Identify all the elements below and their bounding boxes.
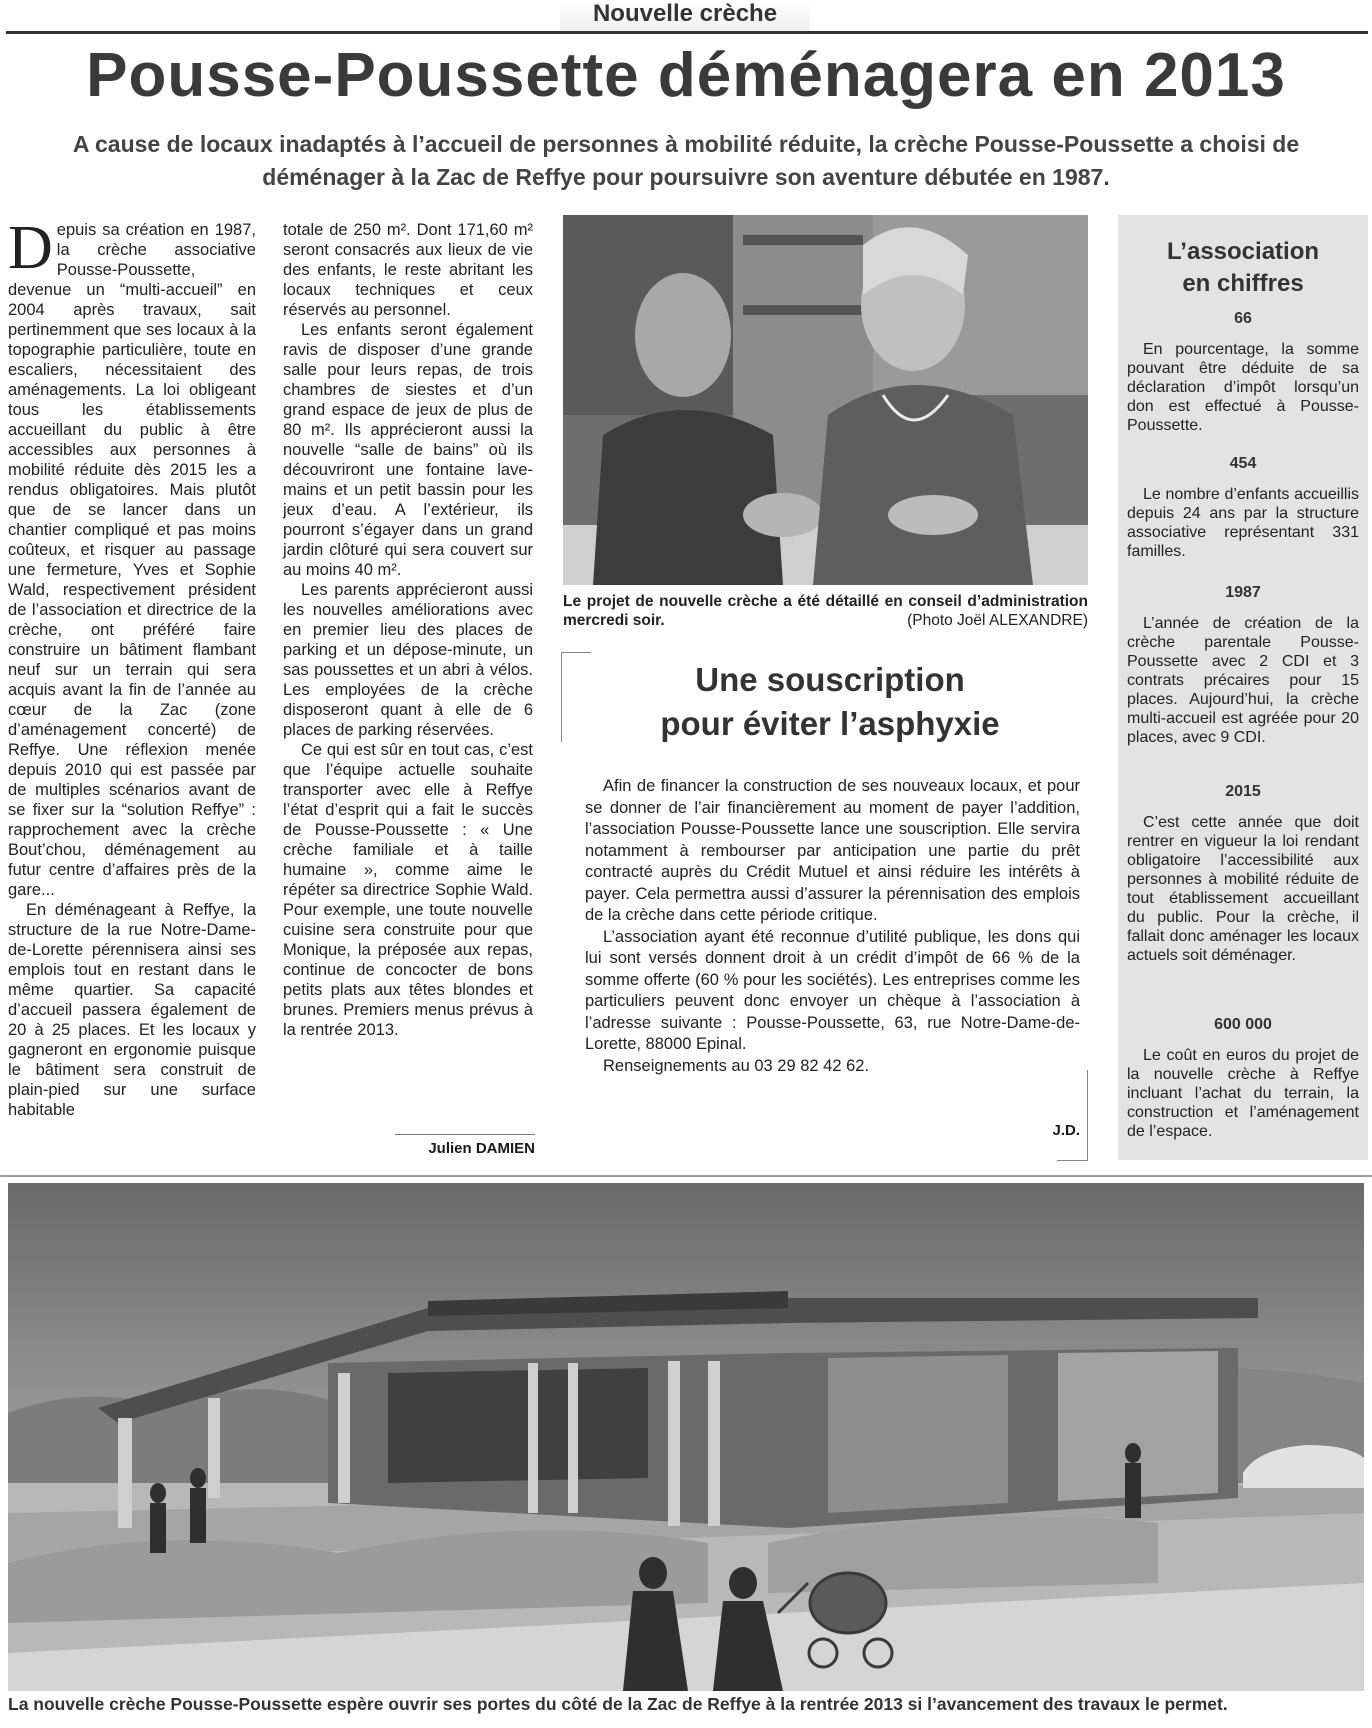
sidebar-item-text: L’année de création de la crèche parentale Pousse-Poussette avec 2 CDI et 3 contrats précaires pour 15 places. Aujourd’hui, la crèche multi-accueil est agréée pour 20 places, avec 9 CDI.: [1127, 615, 1359, 746]
article-column-2: [283, 220, 533, 1040]
sidebar-item: [1127, 1016, 1359, 1141]
box-rule: [561, 652, 591, 653]
byline-rule: [395, 1134, 535, 1135]
box-rule: [1057, 1160, 1088, 1161]
sidebar-item: [1127, 584, 1359, 747]
box-rule: [1087, 1070, 1088, 1160]
photo-caption-text: Le projet de nouvelle crèche a été détaillé en conseil d’administration mercredi soir.: [563, 593, 1088, 629]
article-photo: [563, 215, 1088, 585]
sidebar-title: [1118, 236, 1368, 300]
sidebar-item-number: 454: [1229, 455, 1257, 472]
article-byline: Julien DAMIEN: [428, 1140, 535, 1157]
photo-image: [563, 215, 1088, 585]
render-image: [8, 1183, 1364, 1691]
sidebar-item-text: Le nombre d’enfants accueillis depuis 24 ans par la structure associative représentant 331 familles.: [1127, 486, 1359, 560]
sidebar-item-number: 1987: [1225, 584, 1261, 601]
drop-cap: D: [8, 214, 53, 282]
subscription-byline: J.D.: [1052, 1122, 1080, 1139]
architectural-render: [8, 1183, 1364, 1691]
subscription-heading-line-1: Une souscription: [695, 661, 965, 698]
sidebar-item: [1127, 783, 1359, 965]
article-text: epuis sa création en 1987, la crèche associative Pousse-Poussette, devenue un “multi-accueil” en 2004 après travaux, sait pertinemment que ses locaux à la topographie particulière, toute en escaliers, nécessitaient des aménagements. La loi obligeant tous les établissements accueillant du public à être accessibles aux personnes à mobilité réduite dès 2015 les a rendus obligatoires. Mais plutôt que de se lancer dans un chantier compliqué et pas moins coûteux, et risquer au passage une fermeture, Yves et Sophie Wald, respectivement président de l’association et directrice de la crèche, ont préféré faire construire un bâtiment flambant neuf sur un terrain qui sera acquis avant la fin de l’année au cœur de la Zac (zone d’aménagement concerté) de Reffye. Une réflexion menée depuis 2010 qui est passée par de multiples scénarios avant de se fixer sur la “solution Reffye” : rapprochement avec la crèche Bout’chou, déménagement au futur centre d’affaires près de la gare...: [8, 221, 256, 899]
article-paragraph: [8, 214, 256, 900]
article-paragraph: En déménageant à Reffye, la structure de la rue Notre-Dame-de-Lorette pérennisera ainsi ses emplois tout en restant dans le même quartier. Sa capacité d’accueil passera également de 20 à 25 places. Et les locaux y gagneront en ergonomie puisque le bâtiment sera construit de plain-pied sur une surface habitable: [8, 901, 256, 1119]
subscription-paragraph: L’association ayant été reconnue d’utilité publique, les dons qui lui sont versés donnent droit à un crédit d’impôt de 66 % de la somme offerte (60 % pour les sociétés). Les entreprises comme les particuliers peuvent donc envoyer un chèque à l’association à l’adresse suivante : Pousse-Poussette, 63, rue Notre-Dame-de-Lorette, 88000 Epinal.: [585, 927, 1080, 1053]
article-paragraph: Les parents apprécieront aussi les nouvelles améliorations avec en premier lieu des places de parking et un dépose-minute, un sas poussettes et un abri à vélos. Les employées de la crèche disposeront quant à elle de 6 places de parking réservées.: [283, 581, 533, 739]
photo-credit: (Photo Joël ALEXANDRE): [907, 612, 1088, 629]
subscription-heading: [580, 658, 1080, 746]
standfirst: A cause de locaux inadaptés à l’accueil de personnes à mobilité réduite, la crèche Pousse-Poussette a choisi de déménager à la Zac de Reffye pour poursuivre son aventure débutée en 1987.: [72, 131, 1300, 190]
sidebar-item: [1127, 310, 1359, 435]
article-paragraph: totale de 250 m². Dont 171,60 m² seront consacrés aux lieux de vie des enfants, le reste abritant les locaux techniques et ceux réservés au personnel.: [283, 221, 533, 319]
subscription-body: [585, 776, 1080, 1077]
kicker: Nouvelle crèche: [560, 0, 810, 34]
box-rule: [561, 652, 562, 742]
sidebar-item-number: 66: [1234, 310, 1252, 327]
sidebar-title-line-2: en chiffres: [1182, 270, 1304, 297]
sidebar-item-number: 600 000: [1214, 1016, 1272, 1033]
kicker-rule: [6, 31, 1368, 34]
article-paragraph: Les enfants seront également ravis de disposer d’une grande salle pour leurs repas, de trois chambres de siestes et d’un grand espace de jeux de plus de 80 m². Ils apprécieront aussi la nouvelle “salle de bains” où ils découvriront une fontaine lave-mains et un petit bassin pour les jeux d’eau. A l’extérieur, ils pourront s’égayer dans un grand jardin clôturé qui sera couvert sur au moins 40 m².: [283, 321, 533, 579]
sidebar-item-number: 2015: [1225, 783, 1261, 800]
subscription-heading-line-2: pour éviter l’asphyxie: [660, 705, 1000, 742]
sidebar-item-text: En pourcentage, la somme pouvant être déduite de sa déclaration d’impôt lorsqu’un don est effectué à Pousse-Poussette.: [1127, 341, 1359, 434]
sidebar-item-text: Le coût en euros du projet de la nouvelle crèche à Reffye incluant l’achat du terrain, la construction et l’aménagement de l’espace.: [1127, 1047, 1359, 1140]
article-column-1: [8, 214, 256, 1120]
photo-caption: [563, 592, 1088, 630]
headline: Pousse-Poussette déménagera en 2013: [86, 41, 1286, 110]
sidebar-title-line-1: L’association: [1166, 238, 1320, 265]
render-caption: La nouvelle crèche Pousse-Poussette espère ouvrir ses portes du côté de la Zac de Reffye à la rentrée 2013 si l’avancement des travaux le permet.: [8, 1694, 1228, 1714]
sidebar-item: [1127, 455, 1359, 561]
subscription-paragraph: Afin de financer la construction de ses nouveaux locaux, et pour se donner de l’air financièrement au moment de payer l’addition, l’association Pousse-Poussette lance une souscription. Elle servira notamment à rembourser par anticipation une partie du prêt contracté auprès du Crédit Mutuel et ainsi réduire les intérêts à payer. Cela permettra aussi d’assurer la pérennisation des emplois de la crèche dans cette période critique.: [585, 777, 1080, 924]
subscription-paragraph: Renseignements au 03 29 82 42 62.: [603, 1056, 870, 1075]
article-paragraph: Ce qui est sûr en tout cas, c’est que l’équipe actuelle souhaite transporter avec elle à Reffye l’état d’esprit qui a fait le succès de Pousse-Poussette : « Une crèche familiale et à taille humaine », comme aime le répéter sa directrice Sophie Wald. Pour exemple, une toute nouvelle cuisine sera construite pour que Monique, la préposée aux repas, continue de concocter de bons petits plats aux têtes blondes et brunes. Premiers menus prévus à la rentrée 2013.: [283, 741, 533, 1039]
sidebar-item-text: C’est cette année que doit rentrer en vigueur la loi rendant obligatoire l’accessibilité aux personnes à mobilité réduite de tout établissement accueillant du public. Pour la crèche, il fallait donc aménager les locaux actuels soit déménager.: [1127, 814, 1359, 964]
section-rule: [0, 1175, 1372, 1177]
